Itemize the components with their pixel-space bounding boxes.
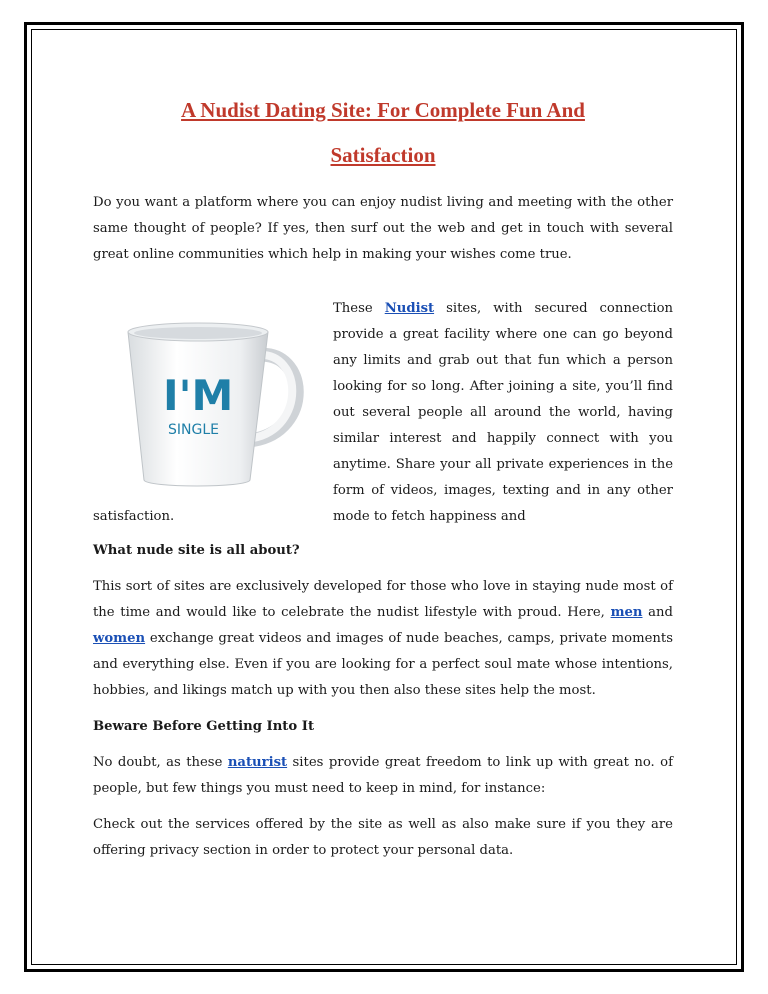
women-link[interactable]: women	[93, 631, 146, 646]
nudist-link[interactable]: Nudist	[384, 301, 435, 316]
para3-before: No doubt, as these	[93, 755, 228, 770]
naturist-link[interactable]: naturist	[227, 755, 288, 770]
document-page	[93, 88, 673, 858]
float-text-before: These	[333, 301, 385, 316]
im-single-mug-image	[118, 310, 308, 500]
float-paragraph	[333, 296, 673, 530]
float-tail-text: satisfaction.	[93, 509, 175, 524]
title-line-1: A Nudist Dating Site: For Complete Fun And	[181, 98, 585, 122]
nude-site-paragraph	[93, 574, 673, 704]
para3-after: sites provide great freedom to link up with great no. of people, but few things you must need to keep in mind, for instance:	[93, 755, 673, 796]
heading-beware: Beware Before Getting Into It	[93, 719, 315, 734]
para2-after: exchange great videos and images of nude beaches, camps, private moments and everything else. Even if you are looking for a perfect soul mate whose intentions, hobbies, and likings match up with you then also these sites help the most.	[93, 631, 673, 698]
para2-mid: and	[642, 605, 673, 620]
float-paragraph-block	[333, 296, 673, 530]
after-float-section	[93, 504, 673, 874]
beware-paragraph	[93, 750, 673, 802]
float-text-after: sites, with secured connection provide a great facility where one can go beyond any limits and grab out that fun which a person looking for so long. After joining a site, you’ll find out several people all around the world, having similar interest and happily connect with you anytime. Share your all private experiences in the form of videos, images, texting and in any other mode to fetch happiness and	[333, 301, 673, 524]
document-title	[93, 88, 673, 178]
mug-text-line-2: SINGLE	[168, 422, 219, 438]
intro-paragraph: Do you want a platform where you can enjoy nudist living and meeting with the other same thought of people? If yes, then surf out the web and get in touch with several great online communities which help in making your wishes come true.	[93, 195, 673, 262]
services-paragraph: Check out the services offered by the site as well as also make sure if you they are offering privacy section in order to protect your personal data.	[93, 817, 673, 858]
title-line-2: Satisfaction	[330, 143, 436, 167]
para2-before: This sort of sites are exclusively developed for those who love in staying nude most of the time and would like to celebrate the nudist lifestyle with proud. Here,	[93, 579, 673, 620]
mug-text-line-1: I'M	[163, 371, 234, 420]
men-link[interactable]: men	[610, 605, 643, 620]
heading-what-nude-site: What nude site is all about?	[93, 543, 300, 558]
